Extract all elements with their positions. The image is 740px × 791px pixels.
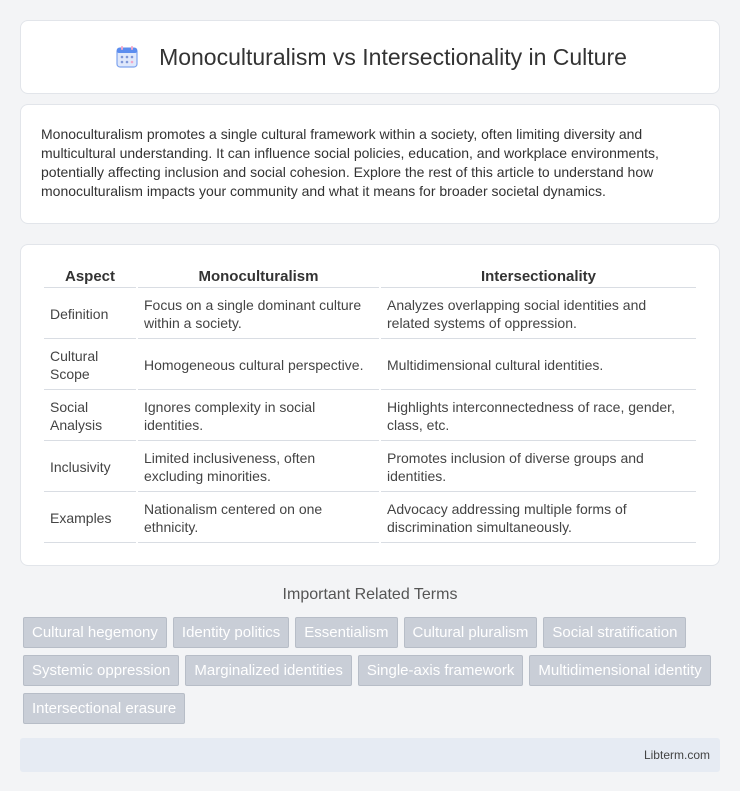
table-row — [44, 339, 696, 390]
monoculturalism-cell: Limited inclusiveness, often excluding minorities. — [138, 441, 379, 492]
term-tag[interactable]: Cultural pluralism — [404, 617, 538, 648]
intersectionality-cell: Advocacy addressing multiple forms of discrimination simultaneously. — [381, 492, 696, 543]
term-tag[interactable]: Systemic oppression — [23, 655, 179, 686]
table-row — [44, 288, 696, 339]
monoculturalism-cell: Nationalism centered on one ethnicity. — [138, 492, 379, 543]
table-row — [44, 390, 696, 441]
monoculturalism-cell: Focus on a single dominant culture within a society. — [138, 288, 379, 339]
column-header: Aspect — [44, 263, 136, 288]
term-tag[interactable]: Intersectional erasure — [23, 693, 185, 724]
footer-site-link[interactable]: Libterm.com — [643, 748, 710, 762]
table-header-row — [44, 263, 696, 288]
related-terms-list — [20, 617, 720, 724]
header-card — [20, 20, 720, 94]
comparison-table-card — [20, 244, 720, 566]
comparison-table — [42, 263, 698, 543]
term-tag[interactable]: Marginalized identities — [185, 655, 351, 686]
term-tag[interactable]: Single-axis framework — [358, 655, 524, 686]
monoculturalism-cell: Ignores complexity in social identities. — [138, 390, 379, 441]
column-header: Intersectionality — [381, 263, 696, 288]
page-title: Monoculturalism vs Intersectionality in Culture — [159, 43, 627, 70]
column-header: Monoculturalism — [138, 263, 379, 288]
aspect-cell: Examples — [44, 492, 136, 543]
table-row — [44, 492, 696, 543]
aspect-cell: Social Analysis — [44, 390, 136, 441]
term-tag[interactable]: Identity politics — [173, 617, 289, 648]
aspect-cell: Definition — [44, 288, 136, 339]
intersectionality-cell: Multidimensional cultural identities. — [381, 339, 696, 390]
related-terms-title: Important Related Terms — [282, 586, 458, 603]
term-tag[interactable]: Cultural hegemony — [23, 617, 167, 648]
aspect-cell: Inclusivity — [44, 441, 136, 492]
related-terms-section — [20, 586, 720, 724]
term-tag[interactable]: Multidimensional identity — [529, 655, 710, 686]
monoculturalism-cell: Homogeneous cultural perspective. — [138, 339, 379, 390]
calendar-grid-icon — [113, 43, 141, 71]
term-tag[interactable]: Social stratification — [543, 617, 686, 648]
intro-text: Monoculturalism promotes a single cultural framework within a society, often limiting diversity and multicultural understanding. It can influence social policies, education, and workplace environments, potentially affecting inclusion and social cohesion. Explore the rest of this article to understand how monoculturalism impacts your community and what it means for broader societal dynamics. — [41, 126, 659, 199]
intersectionality-cell: Promotes inclusion of diverse groups and identities. — [381, 441, 696, 492]
footer — [20, 738, 720, 772]
term-tag[interactable]: Essentialism — [295, 617, 397, 648]
intersectionality-cell: Analyzes overlapping social identities and related systems of oppression. — [381, 288, 696, 339]
intro-card — [20, 104, 720, 224]
aspect-cell: Cultural Scope — [44, 339, 136, 390]
intersectionality-cell: Highlights interconnectedness of race, gender, class, etc. — [381, 390, 696, 441]
table-row — [44, 441, 696, 492]
